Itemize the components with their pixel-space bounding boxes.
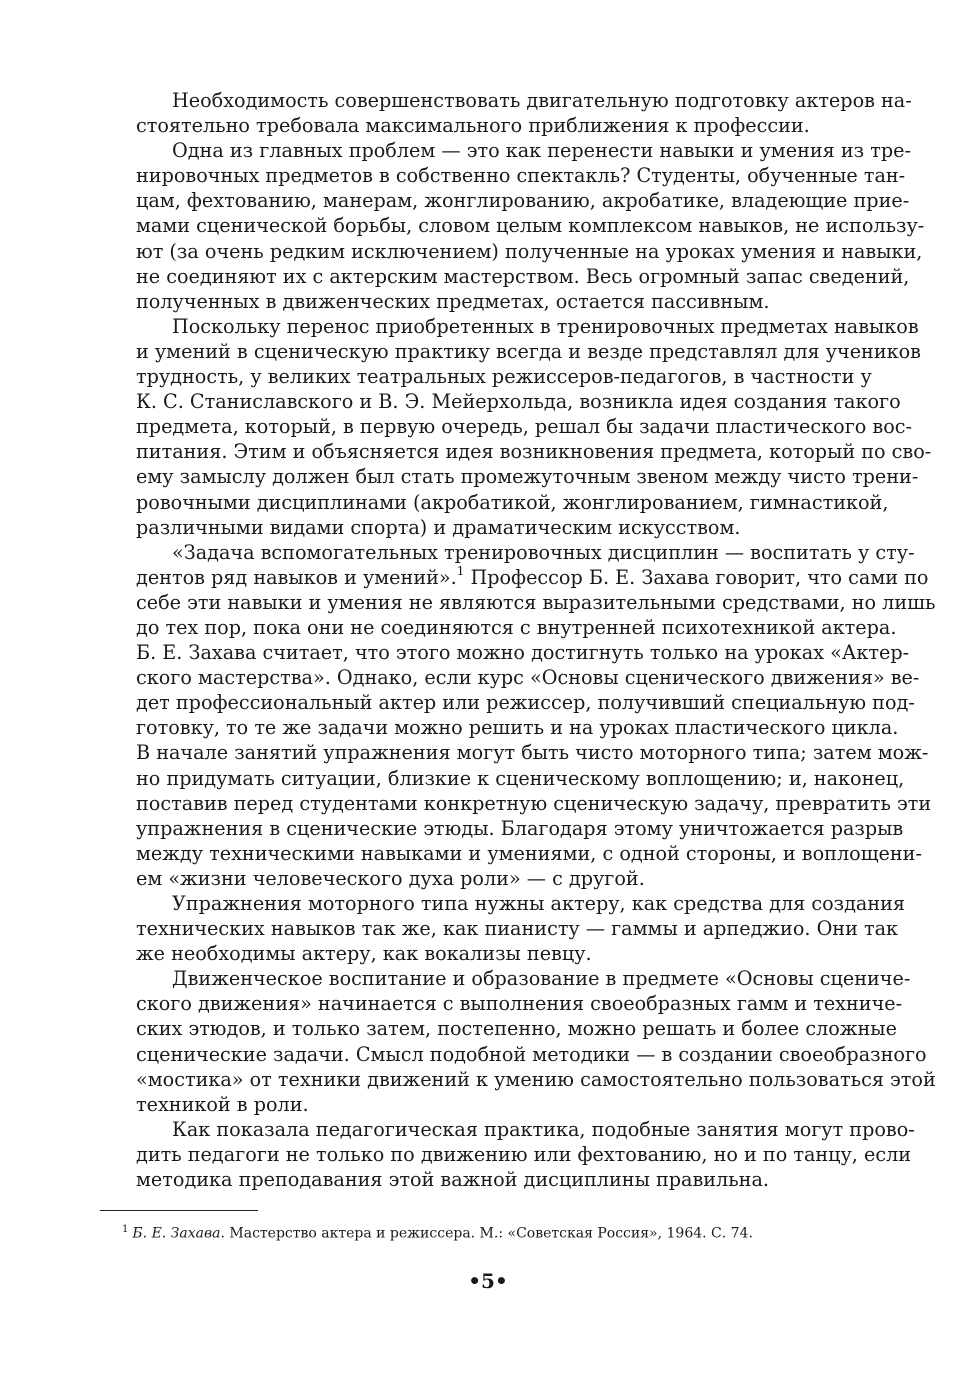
text-line: и умений в сценическую практику всегда и везде представлял для учеников xyxy=(136,339,921,363)
text-line: В начале занятий упражнения могут быть чисто моторного типа; затем мож- xyxy=(136,741,929,765)
text-line: до тех пор, пока они не соединяются с внутренней психотехникой актера. xyxy=(136,615,897,639)
text-line: ских этюдов, и только затем, постепенно, можно решать и более сложные xyxy=(136,1017,897,1041)
text-line: «Задача вспомогательных тренировочных дисциплин — воспитать у сту- xyxy=(172,540,915,564)
text-line: методика преподавания этой важной дисциплины правильна. xyxy=(136,1168,770,1192)
paragraph-3 xyxy=(100,314,932,540)
paragraph-2 xyxy=(100,138,925,314)
text-line: Необходимость совершенствовать двигательную подготовку актеров на- xyxy=(172,89,912,112)
footnote-divider xyxy=(100,1210,258,1211)
paragraph-6 xyxy=(100,966,936,1117)
text-line: дет профессиональный актер или режиссер, получивший специальную под- xyxy=(136,691,915,715)
text-line: полученных в движенческих предметах, остается пассивным. xyxy=(136,289,770,313)
text-line: «мостика» от техники движений к умению самостоятельно пользоваться этой xyxy=(136,1067,936,1091)
text-line: Б. Е. Захава считает, что этого можно достигнуть только на уроках «Актер- xyxy=(136,641,910,665)
footnote xyxy=(122,1220,862,1244)
text-line: цам, фехтованию, манерам, жонглированию, акробатике, владеющие прие- xyxy=(136,189,910,213)
text-line: питания. Этим и объясняется идея возникновения предмета, который по сво- xyxy=(136,440,932,464)
text-line: но придумать ситуации, близкие к сценическому воплощению; и, наконец, xyxy=(136,766,905,790)
text-line: готовку, то те же задачи можно решить и на уроках пластического цикла. xyxy=(136,716,899,740)
text-line: поставив перед студентами конкретную сценическую задачу, превратить эти xyxy=(136,791,932,815)
text-line: сценические задачи. Смысл подобной методики — в создании своеобразного xyxy=(136,1042,927,1066)
text-line: ем «жизни человеческого духа роли» — с другой. xyxy=(136,866,645,890)
text-line: Поскольку перенос приобретенных в тренировочных предметах навыков xyxy=(172,314,919,338)
page-number: •5• xyxy=(468,1269,508,1293)
text-line-with-footnote xyxy=(100,564,929,590)
text-line: между техническими навыками и умениями, с одной стороны, и воплощени- xyxy=(136,841,922,865)
text-line: ют (за очень редким исключением) полученные на уроках умения и навыки, xyxy=(136,239,923,263)
footnote-reference[interactable]: 1 xyxy=(456,564,465,579)
text-fragment: Профессор Б. Е. Захава говорит, что сами по xyxy=(464,565,929,589)
text-line: ровочными дисциплинами (акробатикой, жонглированием, гимнастикой, xyxy=(136,490,889,514)
text-line: не соединяют их с актерским мастерством. Весь огромный запас сведений, xyxy=(136,264,910,288)
text-line: стоятельно требовала максимального приближения к профессии. xyxy=(136,114,810,138)
footnote-text: . Мастерство актера и режиссера. М.: «Советская Россия», 1964. С. 74. xyxy=(220,1225,753,1242)
text-line: Одна из главных проблем — это как перенести навыки и умения из тре- xyxy=(172,139,911,163)
text-line: ского движения» начинается с выполнения своеобразных гамм и техниче- xyxy=(136,992,903,1016)
text-line: нировочных предметов в собственно спектакль? Студенты, обученные тан- xyxy=(136,164,906,188)
text-line: мами сценической борьбы, словом целым комплексом навыков, не использу- xyxy=(136,214,925,238)
text-line: предмета, который, в первую очередь, решал бы задачи пластического вос- xyxy=(136,415,912,439)
text-line: ского мастерства». Однако, если курс «Основы сценического движения» ве- xyxy=(136,666,920,690)
paragraph-7 xyxy=(100,1117,915,1192)
text-line: Как показала педагогическая практика, подобные занятия могут прово- xyxy=(172,1117,915,1141)
paragraph-1 xyxy=(100,88,912,138)
text-line: Упражнения моторного типа нужны актеру, как средства для создания xyxy=(172,892,906,915)
page-body xyxy=(100,88,936,1192)
text-line: упражнения в сценические этюды. Благодаря этому уничтожается разрыв xyxy=(136,816,904,840)
text-line: трудность, у великих театральных режиссеров-педагогов, в частности у xyxy=(136,365,872,389)
text-line: ему замыслу должен был стать промежуточным звеном между чисто трени- xyxy=(136,465,919,489)
footnote-author: Б. Е. Захава xyxy=(132,1225,221,1242)
text-line: дить педагоги не только по движению или фехтованию, но и по танцу, если xyxy=(136,1142,912,1166)
text-line: техникой в роли. xyxy=(136,1092,309,1116)
text-line: же необходимы актеру, как вокализы певцу. xyxy=(136,942,592,966)
text-line: технических навыков так же, как пианисту — гаммы и арпеджио. Они так xyxy=(136,917,899,941)
text-fragment: дентов ряд навыков и умений». xyxy=(136,565,457,589)
text-line: различными видами спорта) и драматическим искусством. xyxy=(136,515,741,539)
text-line: себе эти навыки и умения не являются выразительными средствами, но лишь xyxy=(136,590,936,614)
paragraph-5 xyxy=(100,891,906,966)
paragraph-4 xyxy=(100,540,936,891)
text-line: К. С. Станиславского и В. Э. Мейерхольда, возникла идея создания такого xyxy=(136,390,901,414)
text-line: Движенческое воспитание и образование в предмете «Основы сцениче- xyxy=(172,967,911,991)
footnote-mark: 1 xyxy=(122,1224,129,1235)
